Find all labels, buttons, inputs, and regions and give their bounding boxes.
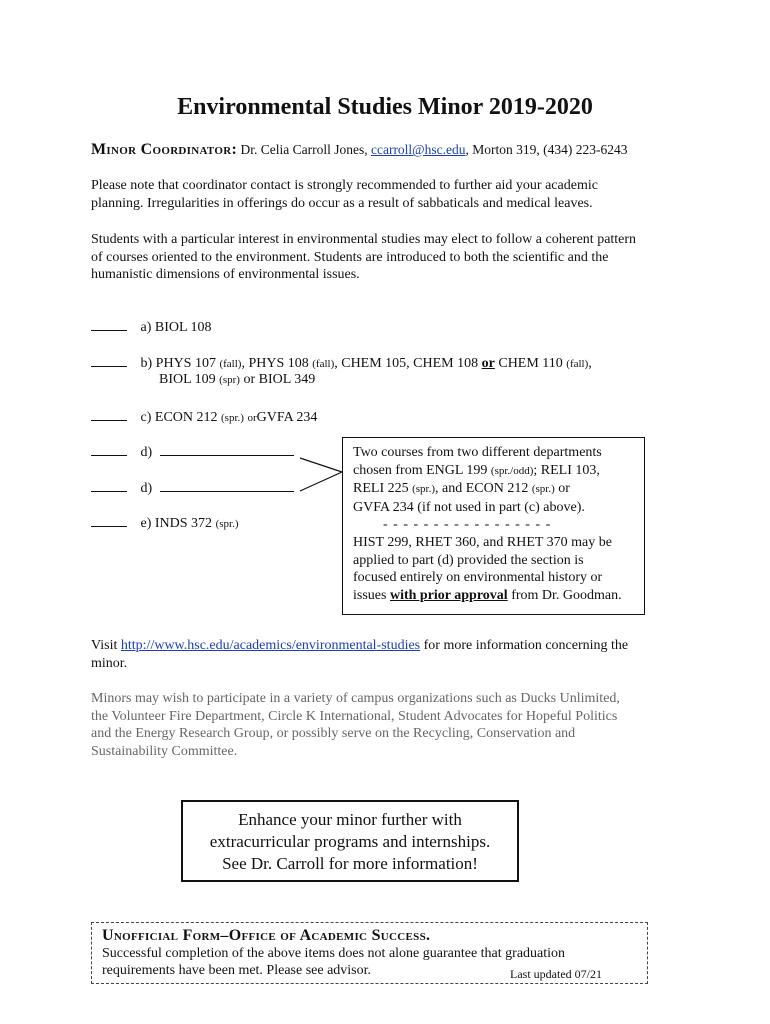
requirement-text: BIOL 109 bbox=[159, 372, 216, 387]
requirement-text: INDS 372 bbox=[154, 516, 213, 531]
coordinator-email-link[interactable]: ccarroll@hsc.edu bbox=[370, 142, 466, 157]
visit-paragraph bbox=[91, 637, 691, 672]
callout-text: RELI 225 bbox=[353, 481, 409, 497]
coordinator-label: Minor Coordinator: bbox=[91, 141, 238, 158]
note-line: planning. Irregularities in offerings do occur as a result of sabbaticals and medical leaves. bbox=[91, 195, 593, 211]
callout-text: ; RELI 103, bbox=[533, 462, 600, 478]
orgs-line: Minors may wish to participate in a variety of campus organizations such as Ducks Unlimited, bbox=[91, 691, 620, 706]
checkoff-blank[interactable] bbox=[91, 479, 127, 492]
callout-divider: ----------------- bbox=[383, 517, 556, 533]
requirement-e bbox=[91, 514, 238, 532]
requirement-text: , CHEM 105, CHEM 108 bbox=[334, 356, 479, 371]
coordinator-contact: , Morton 319, (434) 223-6243 bbox=[465, 142, 628, 157]
elective-callout-box bbox=[342, 437, 645, 615]
requirement-text: , PHYS 108 bbox=[241, 356, 309, 371]
term-note: (fall) bbox=[566, 358, 589, 370]
term-note: (spr.) bbox=[215, 518, 239, 530]
requirement-d1 bbox=[91, 443, 294, 461]
orgs-line: Sustainability Committee. bbox=[91, 743, 238, 759]
visit-line bbox=[91, 637, 691, 655]
footer-line: Successful completion of the above items does not alone guarantee that graduation bbox=[102, 946, 566, 961]
term-note: (fall) bbox=[219, 358, 242, 370]
enhance-line: See Dr. Carroll for more information! bbox=[222, 854, 478, 873]
visit-text: Visit bbox=[91, 638, 121, 653]
requirement-text: CHEM 110 bbox=[498, 356, 563, 371]
page-title: Environmental Studies Minor 2019-2020 bbox=[177, 94, 593, 120]
coordinator-line bbox=[91, 141, 627, 159]
or-emphasis: or bbox=[481, 356, 495, 371]
enhance-minor-box bbox=[181, 800, 519, 882]
last-updated: Last updated 07/21 bbox=[510, 967, 602, 981]
footer-heading: Unofficial Form–Office of Academic Success. bbox=[102, 927, 431, 944]
approval-emphasis: with prior approval bbox=[389, 587, 508, 603]
requirement-letter: e) bbox=[140, 516, 152, 531]
program-website-link[interactable]: http://www.hsc.edu/academics/environmental-studies bbox=[120, 638, 421, 653]
callout-line bbox=[353, 480, 644, 499]
callout-text: chosen from ENGL 199 bbox=[353, 462, 488, 478]
term-note: (spr) bbox=[219, 374, 240, 386]
callout-text: , and ECON 212 bbox=[435, 481, 529, 497]
term-note: (fall) bbox=[312, 358, 335, 370]
intro-paragraph bbox=[91, 231, 691, 284]
requirement-text: BIOL 108 bbox=[154, 320, 212, 335]
visit-line: minor. bbox=[91, 655, 128, 671]
callout-line: HIST 299, RHET 360, and RHET 370 may be bbox=[353, 534, 612, 550]
requirement-a bbox=[91, 318, 212, 336]
requirement-letter: d) bbox=[140, 445, 153, 460]
checkoff-blank[interactable] bbox=[91, 514, 127, 527]
enhance-line: extracurricular programs and internships. bbox=[209, 832, 491, 851]
requirement-letter: d) bbox=[140, 481, 153, 496]
requirement-c bbox=[91, 408, 317, 426]
checkoff-blank[interactable] bbox=[91, 354, 127, 367]
callout-line: GVFA 234 (if not used in part (c) above). bbox=[353, 499, 585, 515]
checkoff-blank[interactable] bbox=[91, 408, 127, 421]
term-note: (spr./odd) bbox=[490, 464, 534, 477]
requirement-text: ECON 212 bbox=[154, 410, 218, 425]
requirement-letter: a) bbox=[140, 320, 152, 335]
note-paragraph bbox=[91, 177, 691, 212]
callout-line: applied to part (d) provided the section is bbox=[353, 552, 584, 568]
intro-line: of courses oriented to the environment. Students are introduced to both the scientific and the bbox=[91, 249, 609, 265]
requirement-b-line2 bbox=[159, 372, 315, 388]
requirement-letter: c) bbox=[140, 410, 152, 425]
intro-line: Students with a particular interest in environmental studies may elect to follow a coherent pattern bbox=[91, 232, 637, 247]
note-line: Please note that coordinator contact is strongly recommended to further aid your academic bbox=[91, 178, 598, 193]
orgs-line: and the Energy Research Group, or possibly serve on the Recycling, Conservation and bbox=[91, 726, 576, 741]
requirement-text: , bbox=[588, 356, 592, 371]
requirement-text: PHYS 107 bbox=[155, 356, 216, 371]
requirement-b bbox=[91, 354, 592, 372]
requirement-text: GVFA 234 bbox=[256, 410, 318, 425]
callout-text: issues bbox=[353, 587, 387, 603]
callout-text: or bbox=[558, 481, 570, 497]
organizations-paragraph bbox=[91, 690, 691, 760]
term-note: (spr.) bbox=[531, 483, 555, 496]
or-text: or bbox=[247, 412, 257, 424]
course-entry-blank[interactable] bbox=[160, 443, 294, 456]
requirement-text: or BIOL 349 bbox=[243, 372, 316, 387]
requirement-letter: b) bbox=[140, 356, 153, 371]
checkoff-blank[interactable] bbox=[91, 318, 127, 331]
footer-box bbox=[91, 922, 648, 984]
coordinator-name: Dr. Celia Carroll Jones, bbox=[240, 142, 368, 157]
callout-line: focused entirely on environmental history or bbox=[353, 570, 603, 586]
term-note: (spr.) bbox=[221, 412, 244, 424]
course-entry-blank[interactable] bbox=[160, 479, 294, 492]
term-note: (spr.) bbox=[412, 483, 436, 496]
checkoff-blank[interactable] bbox=[91, 443, 127, 456]
callout-line: Two courses from two different departments bbox=[353, 445, 602, 460]
callout-line bbox=[353, 462, 644, 481]
footer-line: requirements have been met. Please see advisor. bbox=[102, 963, 372, 978]
orgs-line: the Volunteer Fire Department, Circle K International, Student Advocates for Hopeful Politics bbox=[91, 708, 618, 724]
enhance-line: Enhance your minor further with bbox=[238, 810, 462, 829]
callout-line bbox=[353, 587, 644, 605]
requirement-d2 bbox=[91, 479, 294, 497]
callout-connector bbox=[296, 450, 346, 495]
intro-line: humanistic dimensions of environmental issues. bbox=[91, 267, 360, 282]
callout-text: from Dr. Goodman. bbox=[511, 587, 622, 603]
visit-text: for more information concerning the bbox=[420, 638, 629, 653]
